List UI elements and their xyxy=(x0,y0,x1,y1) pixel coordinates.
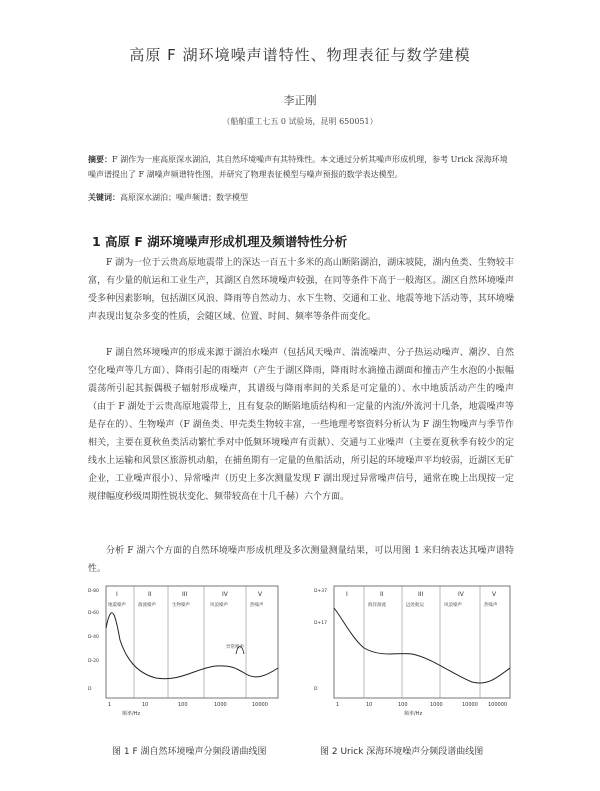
abstract-label: 摘要： xyxy=(88,155,112,164)
figure-2-graphic xyxy=(312,578,516,718)
fig2-band-text-3: 风浪噪声 xyxy=(444,603,462,608)
fig2-ytick-2: D+17 xyxy=(314,621,327,626)
fig1-ytick-5: D xyxy=(88,687,92,692)
keywords xyxy=(88,192,514,203)
fig1-xtick-2: 10 xyxy=(142,702,149,708)
fig1-ytick-4: D-20 xyxy=(88,659,99,664)
fig1-band-3: III xyxy=(182,591,188,598)
fig2-xtick-3: 100 xyxy=(398,702,408,708)
fig2-xtick-5: 10000 xyxy=(462,702,478,708)
section-heading: 1 高原 F 湖环境噪声形成机理及频谱特性分析 xyxy=(92,234,348,249)
fig2-band-text-1: 海洋湍流 xyxy=(368,603,386,608)
paragraph-1: F 湖为一位于云贵高原地震带上的深达一百五十多米的高山断陷湖泊，湖床坡陡，湖内鱼类、生物较丰富，有少量的航运和工业生产，其湖区自然环境噪声较强，在同等条件下高于一般海区。湖区自然环境噪声受多种因素影响，包括湖区风浪、降雨等自然动力、水下生物、交通和工业、地震等地下活动等，其环境噪声表现出复杂多变的性质，会随区域、位置、时间、频率等条件而变化。 xyxy=(88,258,514,322)
fig2-xtick-2: 10 xyxy=(366,702,373,708)
fig1-band-5: V xyxy=(258,591,263,598)
paper-title: 高原 F 湖环境噪声谱特性、物理表征与数学建模 xyxy=(129,46,471,64)
fig2-ytick-3: D xyxy=(314,687,318,692)
fig2-band-text-2: 远处航运 xyxy=(406,603,424,608)
fig1-xtick-1: 1 xyxy=(108,702,112,708)
fig1-axis-x: 频率/Hz xyxy=(122,711,141,717)
fig1-anomaly-label: 异常噪声 xyxy=(226,645,244,650)
fig2-band-text-4: 热噪声 xyxy=(484,603,498,608)
keywords-label: 关键词： xyxy=(88,193,120,202)
fig2-xtick-4: 1000 xyxy=(430,702,443,708)
figure-1-caption: 图 1 F 湖自然环境噪声分频段谱曲线图 xyxy=(112,747,267,757)
fig1-band-text-3: 生物噪声 xyxy=(172,603,190,608)
fig2-band-2: II xyxy=(380,591,384,598)
fig1-ytick-1: D-80 xyxy=(88,589,99,594)
fig1-band-1: I xyxy=(116,591,118,598)
figure-1-graphic xyxy=(86,578,286,718)
figure-2 xyxy=(312,578,516,718)
paragraph-3: 分析 F 湖六个方面的自然环境噪声形成机理及多次测量测量结果，可以用图 1 来归纳表达其噪声谱特性。 xyxy=(88,546,514,574)
figure-2-caption: 图 2 Urick 深海环境噪声分频段谱曲线图 xyxy=(320,747,484,757)
keywords-text: 高原深水湖泊；噪声频谱；数学模型 xyxy=(120,193,248,202)
fig2-band-1: I xyxy=(346,591,348,598)
fig1-xtick-5: 10000 xyxy=(252,702,268,708)
paragraph-2: F 湖自然环境噪声的形成来源于湖泊水噪声（包括风天噪声、湍流噪声、分子热运动噪声、潮汐、自然空化噪声等几方面）、降雨引起的雨噪声（产生于湖区降雨，降雨时水滴撞击湖面和撞击产生水泡的小振幅震荡所引起其振偶极子辐射形成噪声，其谱级与降雨率间的关系是可定量的）、水中地质活动产生的噪声（由于 F 湖处于云贵高原地震带上，且有复杂的断陷地质结构和一定量的内流/外流河十几条，地震噪声等是存在的）、生物噪声（F 湖鱼类、甲壳类生物较丰富，一些地理考察资料分析认为 F 湖生物噪声与季节作相关，主要在夏秋鱼类活动繁忙季对中低频环境噪声有贡献）、交通与工业噪声（主要在夏秋季有较少的定线水上运输和风景区旅游机动船，在捕鱼期有一定量的鱼船活动，所引起的环境噪声平均较弱，近湖区无矿企业，工业噪声很小）、异常噪声（历史上多次测量发现 F 湖出现过异常噪声信号，通常在晚上出现按一定规律幅度秒级周期性锐状变化、频带较高在十几千赫）六个方面。 xyxy=(88,348,514,502)
fig1-band-text-1: 地震噪声 xyxy=(108,603,126,608)
fig1-band-text-2: 湍流噪声 xyxy=(138,603,156,608)
fig2-band-4: IV xyxy=(458,591,464,598)
fig2-axis-x: 频率/Hz xyxy=(404,711,423,717)
figure-1 xyxy=(86,578,286,718)
fig2-ytick-1: D+37 xyxy=(314,589,327,594)
fig1-band-text-4: 风浪噪声 xyxy=(210,603,228,608)
fig1-band-2: II xyxy=(148,591,152,598)
fig1-ytick-3: D-40 xyxy=(88,635,99,640)
fig2-xtick-1: 1 xyxy=(336,702,340,708)
fig1-ytick-2: D-60 xyxy=(88,611,99,616)
fig1-band-text-5: 热噪声 xyxy=(250,603,264,608)
fig1-xtick-4: 1000 xyxy=(214,702,227,708)
fig2-xtick-6: 100000 xyxy=(488,702,508,708)
author-name: 李正刚 xyxy=(283,94,317,107)
fig1-band-4: IV xyxy=(222,591,228,598)
author-affiliation: （船舶重工七五 0 试验场，昆明 650051） xyxy=(222,117,378,126)
fig2-band-5: V xyxy=(492,591,497,598)
abstract xyxy=(88,152,514,182)
fig2-band-3: III xyxy=(418,591,424,598)
abstract-text: F 湖作为一座高原深水湖泊，其自然环境噪声有其特殊性。本文通过分析其噪声形成机理，参考 Urick 深海环境噪声谱提出了 F 湖噪声频谱特性图，并研究了物理表征模型与噪声预报的数学表达模型。 xyxy=(88,155,508,179)
fig1-xtick-3: 100 xyxy=(178,702,188,708)
